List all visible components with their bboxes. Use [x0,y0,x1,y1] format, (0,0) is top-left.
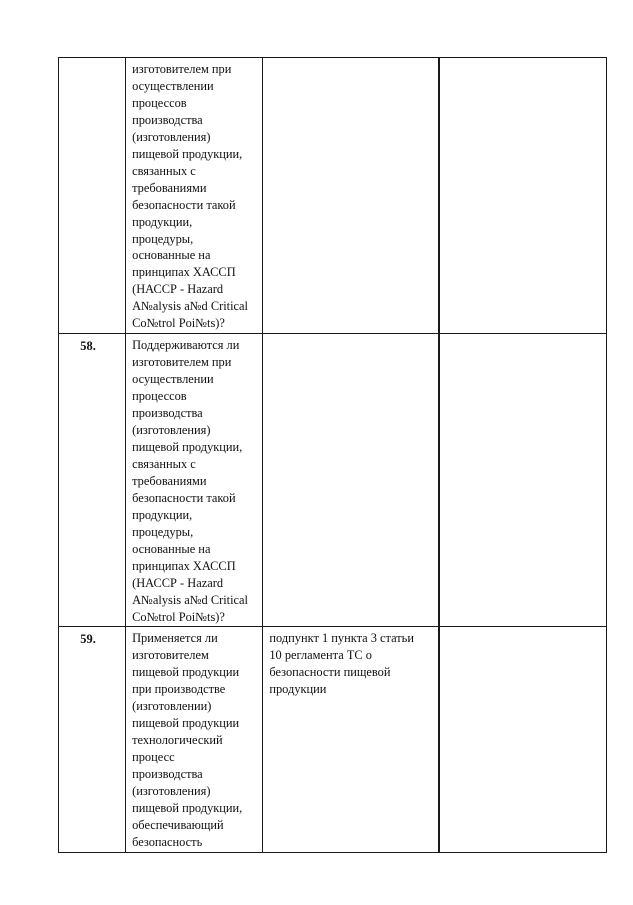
question-cell [126,627,263,852]
question-text: изготовителем при осуществлении процессов производства (изготовления) пищевой продукции, связанных с требованиями безопасности такой продукции, процедуры, основанные на принципах ХАССП (НАССР - Hazard A№alysis a№d Critical Co№trol Poi№ts)? [132,62,248,331]
table-row [59,58,607,334]
reference-text: подпункт 1 пункта 3 статьи 10 регламента ТС о безопасности пищевой продукции [269,631,414,697]
row-number-cell [59,334,126,627]
row-number: 59. [80,632,96,647]
reference-text [263,334,437,338]
question-text: Применяется ли изготовителем пищевой продукции при производстве (изготовлении) пищевой продукции технологический процесс производства (изготовления) пищевой продукции, обеспечивающий безопасность [132,631,243,849]
table-row [59,334,607,627]
notes-cell [439,334,606,627]
question-cell [126,334,263,627]
question-text: Поддерживаются ли изготовителем при осуществлении процессов производства (изготовления) пищевой продукции, связанных с требованиями безопасности такой продукции, процедуры, основанные на принципах ХАССП (НАССР - Hazard A№alysis a№d Critical Co№trol Poi№ts)? [132,338,248,624]
table-row [59,627,607,852]
reference-cell [263,334,438,627]
checklist-table [58,57,607,853]
row-number: 58. [80,339,96,354]
reference-cell [263,58,438,334]
notes-cell [439,627,606,852]
question-cell [126,58,263,334]
reference-text [263,58,437,62]
notes-cell [439,58,606,334]
row-number-cell [59,58,126,334]
row-number-cell [59,627,126,852]
row-number [59,58,125,62]
reference-cell [263,627,438,852]
